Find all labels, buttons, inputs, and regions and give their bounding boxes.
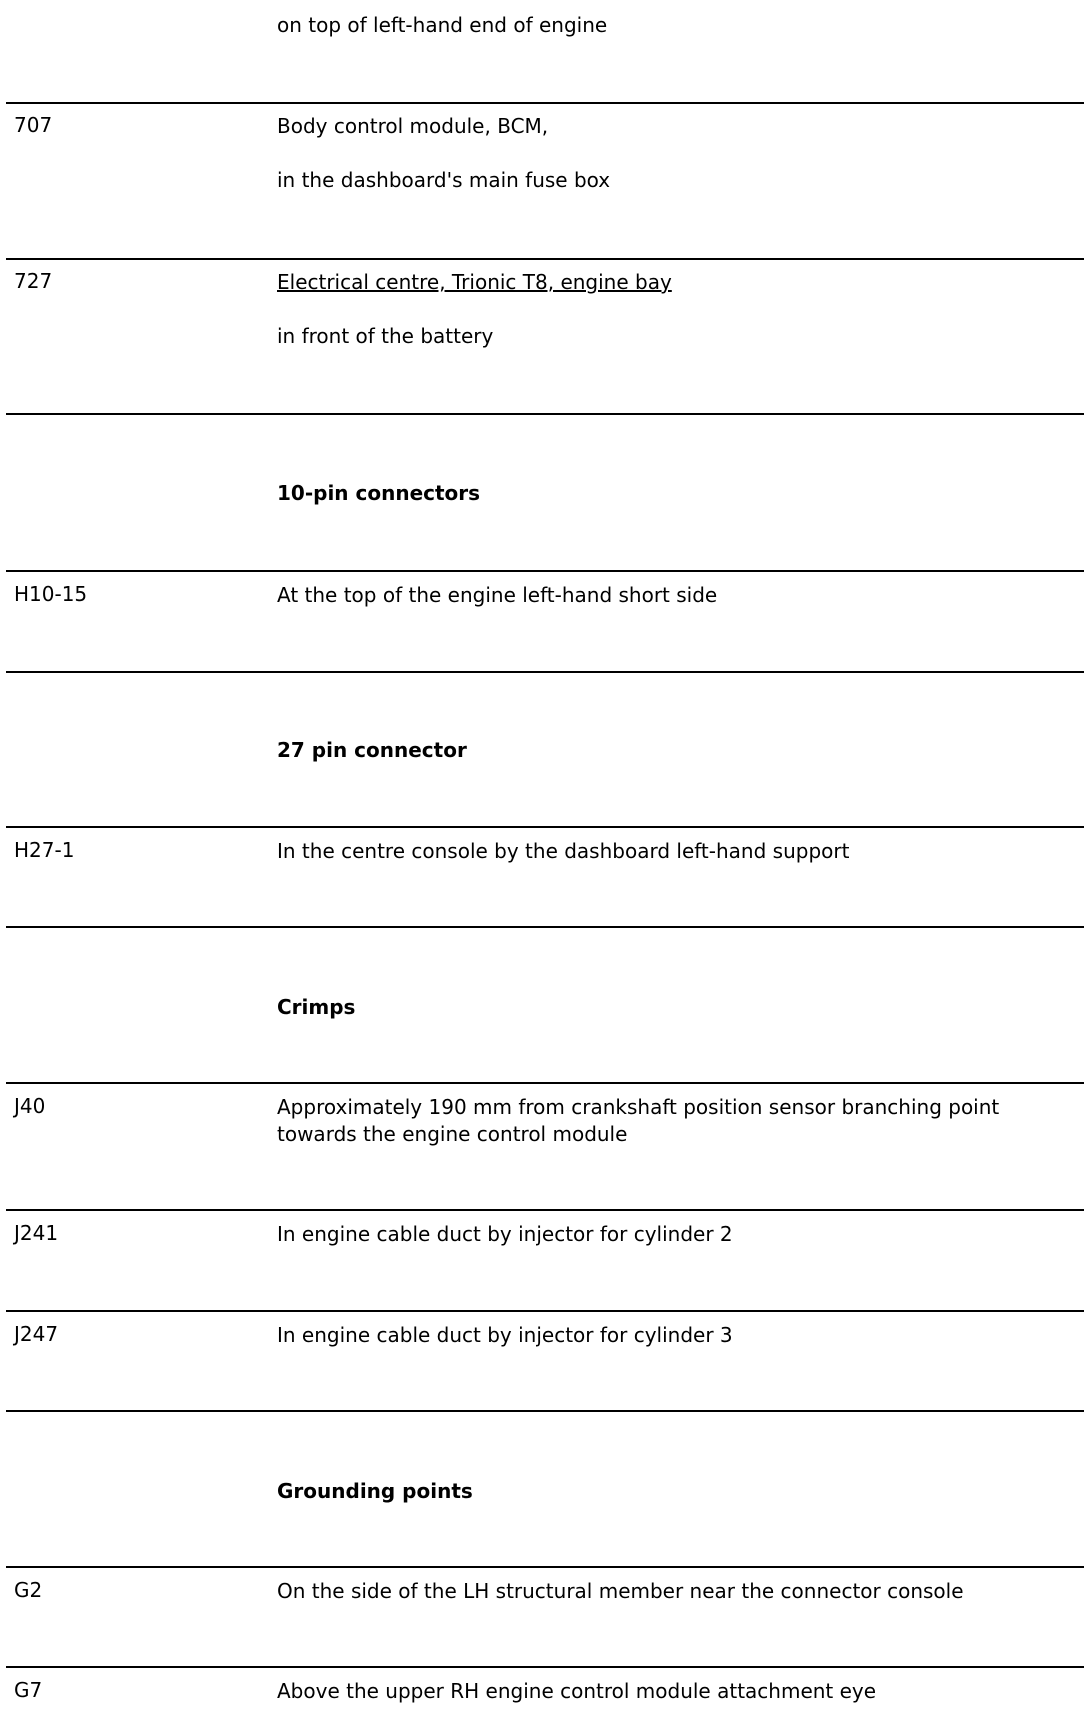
description-line: In engine cable duct by injector for cylinder 3 xyxy=(277,1323,733,1347)
component-code: G7 xyxy=(14,1678,43,1702)
description-line: in the dashboard's main fuse box xyxy=(277,168,611,192)
section-heading: 10-pin connectors xyxy=(277,481,481,505)
location-description xyxy=(277,1094,1082,1148)
table-row-divider xyxy=(6,926,1084,928)
table-row-divider xyxy=(6,102,1084,104)
section-heading: Crimps xyxy=(277,995,356,1019)
location-description xyxy=(277,582,1082,609)
description-line: Body control module, BCM, xyxy=(277,114,549,138)
description-line: Approximately 190 mm from crankshaft position sensor branching point towards the engine control module xyxy=(277,1095,1000,1146)
table-row-divider xyxy=(6,1310,1084,1312)
location-description xyxy=(277,1578,1082,1605)
table-row-divider xyxy=(6,671,1084,673)
component-code: 707 xyxy=(14,113,53,137)
component-code: J247 xyxy=(14,1322,59,1346)
location-description xyxy=(277,269,1082,350)
table-row-divider xyxy=(6,1566,1084,1568)
table-row-divider xyxy=(6,1209,1084,1211)
description-line: At the top of the engine left-hand short side xyxy=(277,583,718,607)
table-row-divider xyxy=(6,1666,1084,1668)
electrical-centre-link[interactable]: Electrical centre, Trionic T8, engine bay xyxy=(277,270,672,294)
component-code: H27-1 xyxy=(14,838,75,862)
description-line: Above the upper RH engine control module attachment eye xyxy=(277,1679,877,1703)
description-line: In the centre console by the dashboard left-hand support xyxy=(277,839,850,863)
location-description xyxy=(277,113,1082,194)
component-code: 727 xyxy=(14,269,53,293)
table-row-divider xyxy=(6,570,1084,572)
location-description xyxy=(277,12,1082,39)
section-heading: 27 pin connector xyxy=(277,738,467,762)
table-row-divider xyxy=(6,826,1084,828)
component-code: H10-15 xyxy=(14,582,88,606)
component-code: J40 xyxy=(14,1094,46,1118)
location-description xyxy=(277,1221,1082,1248)
location-description xyxy=(277,1678,1082,1705)
component-code: J241 xyxy=(14,1221,59,1245)
table-row-divider xyxy=(6,1082,1084,1084)
description-line: in front of the battery xyxy=(277,324,494,348)
table-row-divider xyxy=(6,413,1084,415)
location-description xyxy=(277,1322,1082,1349)
description-line: On the side of the LH structural member near the connector console xyxy=(277,1579,964,1603)
table-row-divider xyxy=(6,1410,1084,1412)
description-line: on top of left-hand end of engine xyxy=(277,13,608,37)
location-description xyxy=(277,838,1082,865)
section-heading: Grounding points xyxy=(277,1479,473,1503)
component-code: G2 xyxy=(14,1578,43,1602)
description-line: In engine cable duct by injector for cylinder 2 xyxy=(277,1222,733,1246)
table-row-divider xyxy=(6,258,1084,260)
